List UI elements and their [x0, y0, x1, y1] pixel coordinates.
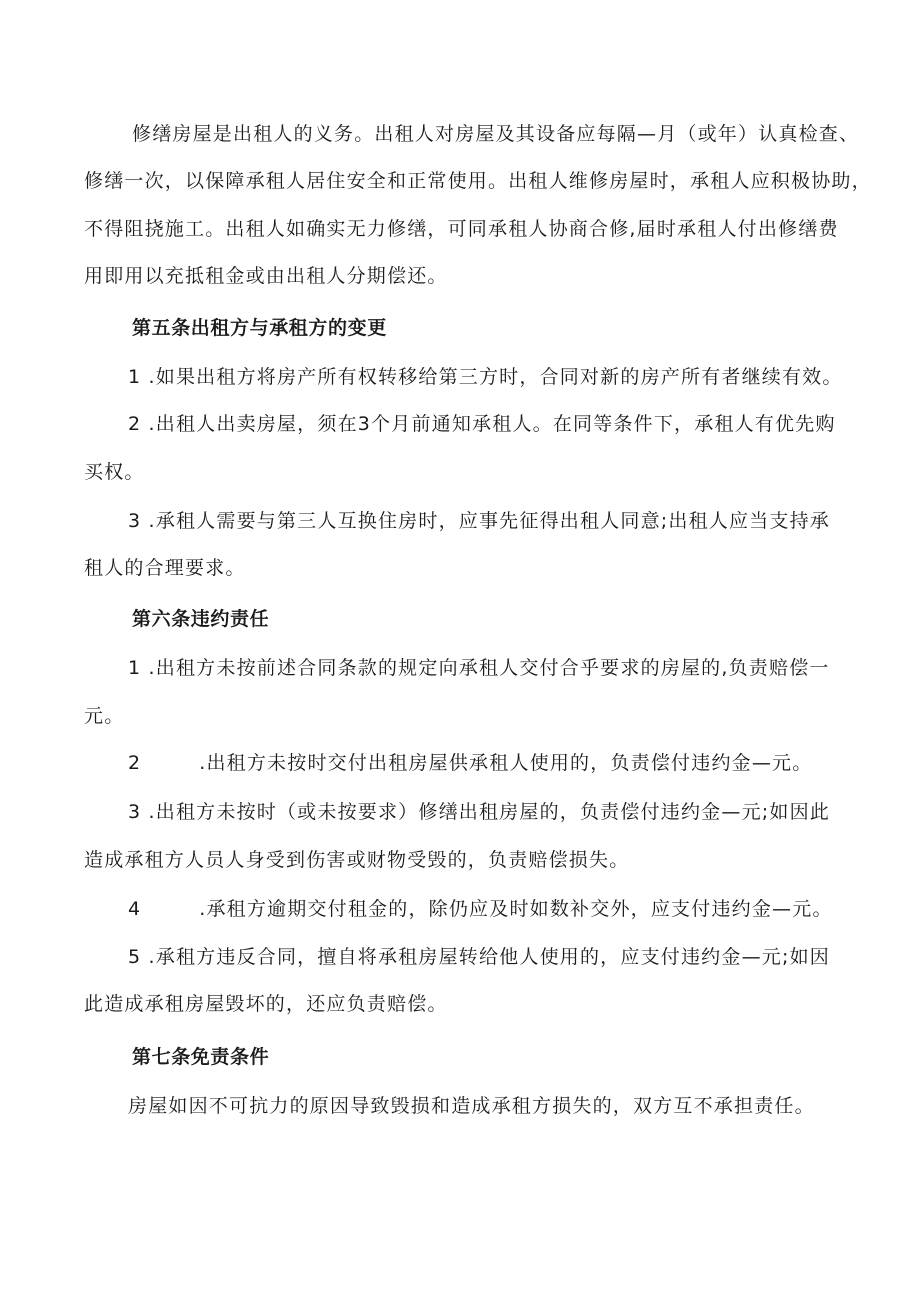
article-7-heading: 第七条免责条件	[132, 1046, 270, 1068]
text-line: 修缮房屋是出租人的义务。出租人对房屋及其设备应每隔—月（或年）认真检查、	[132, 123, 860, 145]
article-6-heading: 第六条违约责任	[132, 608, 270, 630]
text-line: 租人的合理要求。	[84, 557, 246, 579]
text-line: 房屋如因不可抗力的原因导致毁损和造成承租方损失的，双方互不承担责任。	[128, 1095, 815, 1117]
text-line: 1 .出租方未按前述合同条款的规定向承租人交付合乎要求的房屋的,负责赔偿一	[128, 657, 830, 679]
text-line: 用即用以充抵租金或由出租人分期偿还。	[84, 265, 448, 287]
article-5-heading: 第五条出租方与承租方的变更	[132, 317, 387, 339]
text-line: 元。	[84, 705, 125, 727]
text-line: 2 .出租方未按时交付出租房屋供承租人使用的，负责偿付违约金—元。	[128, 752, 813, 774]
text-line: 造成承租方人员人身受到伤害或财物受毁的，负责赔偿损失。	[84, 849, 630, 871]
text-line: 修缮一次，以保障承租人居住安全和正常使用。出租人维修房屋时，承租人应积极协助，	[84, 170, 872, 192]
text-line: 不得阻挠施工。出租人如确实无力修缮，可同承租人协商合修,届时承租人付出修缮费	[84, 218, 839, 240]
text-line: 4 .承租方逾期交付租金的，除仍应及时如数补交外，应支付违约金—元。	[128, 898, 833, 920]
text-line: 3 .出租方未按时（或未按要求）修缮出租房屋的，负责偿付违约金—元;如因此	[128, 801, 830, 823]
text-line: 买权。	[84, 461, 145, 483]
text-line: 3 .承租人需要与第三人互换住房时，应事先征得出租人同意;出租人应当支持承	[128, 510, 830, 532]
text-line: 此造成承租房屋毁坏的，还应负责赔偿。	[84, 993, 448, 1015]
text-line: 5 .承租方违反合同，擅自将承租房屋转给他人使用的，应支付违约金—元;如因	[128, 946, 830, 968]
text-line: 1 .如果出租方将房产所有权转移给第三方时，合同对新的房产所有者继续有效。	[128, 366, 843, 388]
text-line: 2 .出租人出卖房屋，须在3个月前通知承租人。在同等条件下，承租人有优先购	[128, 413, 836, 435]
